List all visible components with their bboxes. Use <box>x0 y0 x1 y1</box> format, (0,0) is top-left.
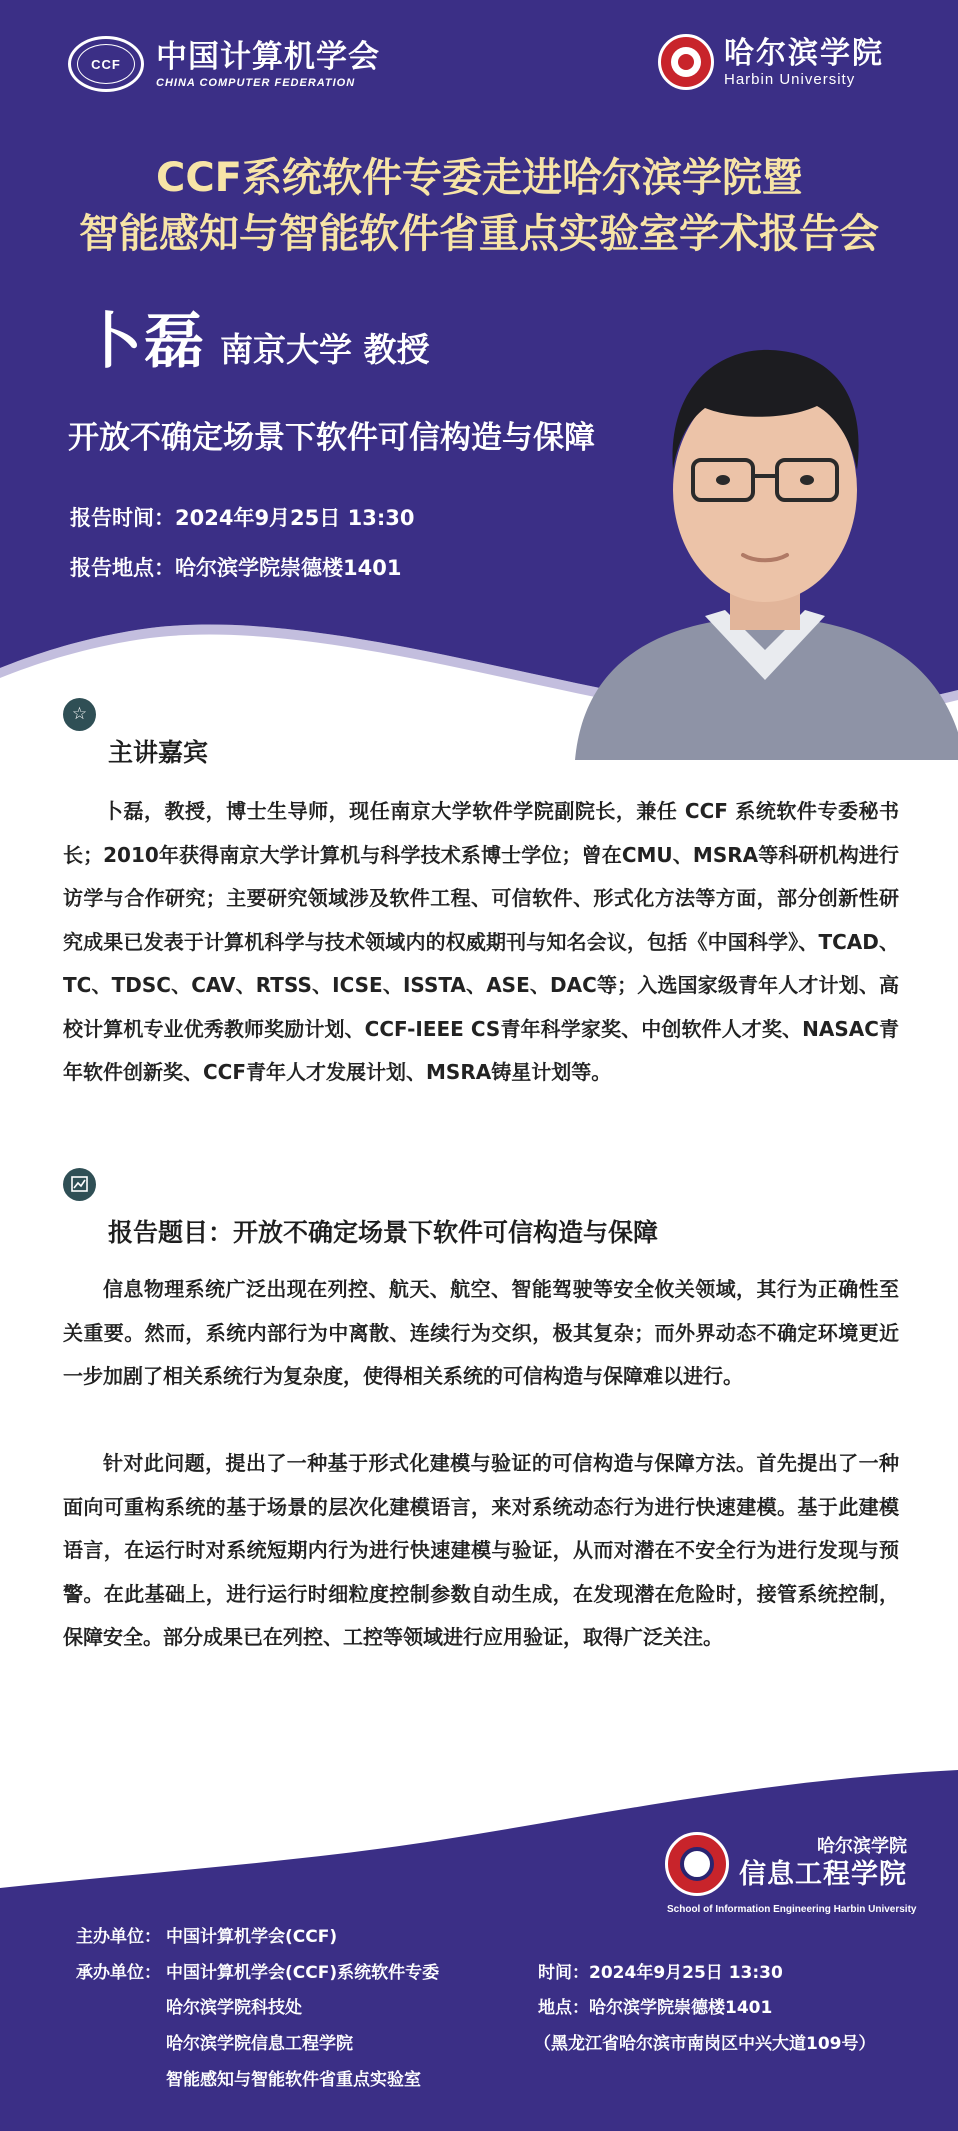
ccf-emblem-icon: CCF <box>68 36 144 92</box>
department-name: 信息工程学院 <box>739 1859 907 1890</box>
talk-title: 开放不确定场景下软件可信构造与保障 <box>68 420 595 456</box>
abstract-heading: 报告题目：开放不确定场景下软件可信构造与保障 <box>108 1218 659 1247</box>
harbin-university-logo <box>658 34 884 90</box>
speaker-portrait <box>555 320 958 760</box>
talk-place: 报告地点：哈尔滨学院崇德楼1401 <box>70 556 402 580</box>
footer-time: 时间：2024年9月25日 13:30 <box>538 1963 783 1983</box>
host-label: 主办单位： <box>76 1927 161 1947</box>
organizer-item: 中国计算机学会(CCF)系统软件专委 <box>166 1963 440 1983</box>
footer-address: （黑龙江省哈尔滨市南岗区中兴大道109号） <box>534 2034 876 2054</box>
department-seal-icon <box>665 1832 729 1896</box>
organizer-item: 智能感知与智能软件省重点实验室 <box>166 2070 421 2090</box>
university-name-cn: 哈尔滨学院 <box>724 35 884 71</box>
ccf-logo <box>68 36 380 92</box>
star-icon: ☆ <box>63 698 96 731</box>
speaker-name: 卜磊 <box>82 307 206 377</box>
university-seal-icon <box>658 34 714 90</box>
footer-place: 地点：哈尔滨学院崇德楼1401 <box>538 1998 773 2018</box>
bio-heading: 主讲嘉宾 <box>108 738 209 767</box>
chart-icon-glyph <box>63 1168 96 1201</box>
university-name-en: Harbin University <box>724 70 856 88</box>
department-university: 哈尔滨学院 <box>817 1836 907 1857</box>
abstract-paragraph-2: 针对此问题，提出了一种基于形式化建模与验证的可信构造与保障方法。首先提出了一种面向可重构系统的基于场景的层次化建模语言，来对系统动态行为进行快速建模。基于此建模语言，在运行时对系统短期内行为进行快速建模与验证，从而对潜在不安全行为进行发现与预警。在此基础上，进行运行时细粒度控制参数自动生成，在发现潜在危险时，接管系统控制，保障安全。部分成果已在列控、工控等领域进行应用验证，取得广泛关注。 <box>63 1451 899 1649</box>
ccf-name-cn: 中国计算机学会 <box>156 39 380 75</box>
abstract-paragraph-1: 信息物理系统广泛出现在列控、航天、航空、智能驾驶等安全攸关领域，其行为正确性至关重要。然而，系统内部行为中离散、连续行为交织，极其复杂；而外界动态不确定环境更近一步加剧了相关系统行为复杂度，使得相关系统的可信构造与保障难以进行。 <box>63 1277 899 1388</box>
organizer-item: 哈尔滨学院信息工程学院 <box>166 2034 353 2054</box>
host-org: 中国计算机学会(CCF) <box>166 1927 338 1947</box>
bio-text: 卜磊，教授，博士生导师，现任南京大学软件学院副院长，兼任 CCF 系统软件专委秘书长；2010年获得南京大学计算机与科学技术系博士学位；曾在CMU、MSRA等科研机构进行访学与合作研究；主要研究领域涉及软件工程、可信软件、形式化方法等方面，部分创新性研究成果已发表于计算机科学与技术领域内的权威期刊与知名会议，包括《中国科学》、TCAD、TC、TDSC、CAV、RTSS、ICSE、ISSTA、ASE、DAC等；入选国家级青年人才计划、高校计算机专业优秀教师奖励计划、CCF-IEEE CS青年科学家奖、中创软件人才奖、NASAC青年软件创新奖、CCF青年人才发展计划、MSRA铸星计划等。 <box>63 799 899 1084</box>
chart-icon <box>63 1168 96 1201</box>
department-logo <box>665 1832 917 1915</box>
organizer-item: 哈尔滨学院科技处 <box>166 1998 302 2018</box>
ccf-name-en: CHINA COMPUTER FEDERATION <box>156 77 356 89</box>
organizer-label: 承办单位： <box>76 1963 161 1983</box>
footer-purple-band <box>0 1770 958 2131</box>
speaker-affiliation: 南京大学 教授 <box>220 330 430 369</box>
event-title-line1: CCF系统软件专委走进哈尔滨学院暨 <box>155 155 803 201</box>
event-title-line2: 智能感知与智能软件省重点实验室学术报告会 <box>79 211 879 257</box>
department-name-en: School of Information Engineering Harbin University <box>667 1904 917 1915</box>
talk-time: 报告时间：2024年9月25日 13:30 <box>70 506 415 530</box>
